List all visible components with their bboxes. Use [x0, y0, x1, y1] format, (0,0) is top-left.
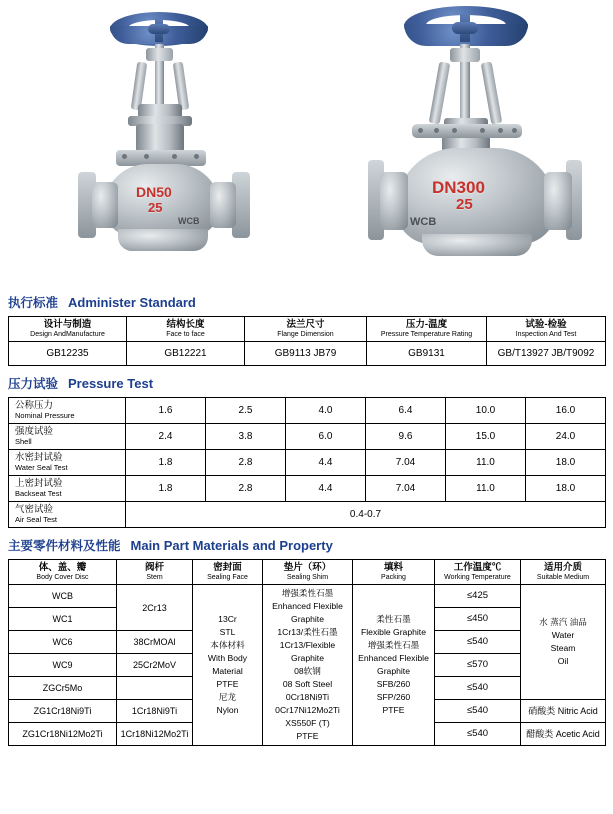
- medium-en: Steam: [550, 643, 576, 653]
- sealing-shim-line: PTFE: [296, 731, 319, 741]
- table-row: [9, 342, 606, 366]
- cell: 4.4: [286, 476, 366, 502]
- administer-standard-table: [8, 316, 606, 366]
- header-en: Suitable Medium: [536, 574, 590, 581]
- marking-dn: DN300: [432, 178, 485, 197]
- medium-en: Water: [551, 630, 575, 640]
- body-material: WC9: [9, 654, 117, 677]
- header-cell: [521, 560, 606, 585]
- header-en: Sealing Face: [207, 574, 248, 581]
- header-cell: [9, 560, 117, 585]
- row-label-cn: 上密封试验: [15, 478, 63, 489]
- sealing-shim-cell: [263, 585, 353, 746]
- header-cn: 密封面: [213, 562, 242, 573]
- table-row: [9, 585, 606, 608]
- bonnet-bolt: [452, 128, 457, 133]
- bonnet-bolt: [122, 154, 127, 159]
- row-label: [9, 398, 126, 424]
- standard-value: GB12235: [9, 342, 127, 366]
- marking-dn: DN50: [136, 184, 172, 200]
- medium-en: Oil: [557, 656, 569, 666]
- sealing-face-line: Nylon: [216, 705, 239, 715]
- header-cn: 阀杆: [144, 562, 164, 573]
- globe-valve-dn50-photo: [60, 4, 280, 272]
- body-material: ZG1Cr18Ni9Ti: [9, 700, 117, 723]
- cell: 1.8: [126, 450, 206, 476]
- standard-value: GB9113 JB79: [245, 342, 367, 366]
- cell: 2.4: [126, 424, 206, 450]
- cell: 18.0: [526, 450, 606, 476]
- packing-line: SFP/260: [376, 692, 411, 702]
- header-en: Body Cover Disc: [36, 574, 89, 581]
- header-en: Stem: [146, 574, 163, 581]
- sealing-face-line: 本体材料: [210, 640, 245, 650]
- sealing-shim-line: 08 Soft Steel: [282, 679, 333, 689]
- header-cn: 试验-检验: [525, 319, 567, 330]
- header-en: Sealing Shim: [286, 574, 329, 581]
- stem-nut: [146, 48, 173, 61]
- medium-cell: [521, 585, 606, 700]
- pipe-neck-right: [210, 182, 236, 228]
- sealing-shim-line: 1Cr13/Flexible: [279, 640, 336, 650]
- table-header-row: [9, 560, 606, 585]
- header-cell: [117, 560, 193, 585]
- packing-cell: [353, 585, 435, 746]
- bonnet-bolt: [144, 154, 149, 159]
- header-en: Design AndManufacture: [30, 331, 105, 338]
- row-label-en: Backseat Test: [15, 489, 62, 498]
- cell: 9.6: [366, 424, 446, 450]
- sealing-shim-line: 1Cr13/柔性石墨: [277, 627, 338, 637]
- standard-value: GB/T13927 JB/T9092: [487, 342, 606, 366]
- table-row: [9, 424, 606, 450]
- header-cell: [353, 560, 435, 585]
- cell: 16.0: [526, 398, 606, 424]
- stem-material: 25Cr2MoV: [117, 654, 193, 677]
- heading-en: Administer Standard: [68, 295, 196, 310]
- header-cn: 结构长度: [166, 319, 205, 330]
- bonnet-bolt: [194, 154, 199, 159]
- cell: 1.6: [126, 398, 206, 424]
- working-temperature: ≤570: [435, 654, 521, 677]
- medium-cell: 硝酸类 Nitric Acid: [521, 700, 606, 723]
- header-cell: [9, 317, 127, 342]
- row-label-cn: 强度试验: [15, 426, 54, 437]
- packing-line: 增强柔性石墨: [367, 640, 420, 650]
- bonnet-bolt: [498, 128, 503, 133]
- header-cell: [487, 317, 606, 342]
- sealing-face-line: 尼龙: [218, 692, 237, 702]
- medium-cell: 醋酸类 Acetic Acid: [521, 723, 606, 746]
- cell: 4.0: [286, 398, 366, 424]
- working-temperature: ≤450: [435, 608, 521, 631]
- cell: 6.0: [286, 424, 366, 450]
- row-label-cn: 公称压力: [15, 400, 54, 411]
- row-label-en: Nominal Pressure: [15, 411, 75, 420]
- table-row: [9, 502, 606, 528]
- body-material: ZGCr5Mo: [9, 677, 117, 700]
- materials-table: [8, 559, 606, 746]
- sealing-shim-line: XS550F (T): [285, 718, 330, 728]
- header-cn: 垫片（环）: [283, 562, 332, 573]
- sealing-shim-line: Graphite: [291, 653, 324, 663]
- sealing-shim-line: Enhanced Flexible: [272, 601, 343, 611]
- cell: 6.4: [366, 398, 446, 424]
- sealing-face-line: PTFE: [216, 679, 239, 689]
- cell: 15.0: [446, 424, 526, 450]
- cell: 11.0: [446, 476, 526, 502]
- sealing-face-line: STL: [219, 627, 236, 637]
- stem-material: 1Cr18Ni9Ti: [117, 700, 193, 723]
- cell: 18.0: [526, 476, 606, 502]
- header-cell: [245, 317, 367, 342]
- header-cn: 压力-温度: [405, 319, 448, 330]
- table-header-row: [9, 317, 606, 342]
- heading-cn: 执行标准: [8, 296, 59, 310]
- cell: 3.8: [206, 424, 286, 450]
- cell: 2.8: [206, 450, 286, 476]
- cell: 24.0: [526, 424, 606, 450]
- sealing-face-line: 13Cr: [218, 614, 237, 624]
- bonnet-bolt: [512, 128, 517, 133]
- materials-heading: [0, 536, 613, 554]
- row-label-en: Water Seal Test: [15, 463, 68, 472]
- product-photos: [0, 0, 613, 285]
- bonnet-bolt: [172, 154, 177, 159]
- row-label-en: Air Seal Test: [15, 515, 57, 524]
- header-en: Inspection And Test: [515, 331, 577, 338]
- header-cell: [435, 560, 521, 585]
- sealing-shim-line: 0Cr18Ni9Ti: [285, 692, 330, 702]
- packing-line: Enhanced Flexible: [358, 653, 429, 663]
- header-cn: 设计与制造: [43, 319, 92, 330]
- packing-line: Graphite: [377, 666, 410, 676]
- working-temperature: ≤540: [435, 723, 521, 746]
- sealing-face-line: With Body: [207, 653, 248, 663]
- valve-base: [118, 229, 208, 251]
- heading-en: Main Part Materials and Property: [130, 538, 333, 553]
- row-label-cn: 气密试验: [15, 504, 54, 515]
- sealing-shim-line: 08软钢: [294, 666, 321, 676]
- heading-cn: 主要零件材料及性能: [8, 539, 121, 553]
- body-material: WC6: [9, 631, 117, 654]
- row-label: [9, 476, 126, 502]
- cell: 2.5: [206, 398, 286, 424]
- working-temperature: ≤540: [435, 677, 521, 700]
- header-en: Face to face: [166, 331, 205, 338]
- pressure-test-table: [8, 397, 606, 528]
- sealing-face-line: Material: [212, 666, 243, 676]
- heading-cn: 压力试验: [8, 377, 59, 391]
- handwheel-hub: [452, 22, 478, 34]
- table-row: [9, 398, 606, 424]
- stem-nut: [450, 48, 480, 62]
- table-row: [9, 476, 606, 502]
- marking-pn: 25: [456, 196, 473, 213]
- packing-line: 柔性石墨: [376, 614, 411, 624]
- cell: 1.8: [126, 476, 206, 502]
- packing-line: Flexible Graphite: [361, 627, 426, 637]
- cell: 2.8: [206, 476, 286, 502]
- header-en: Working Temperature: [444, 574, 511, 581]
- header-cell: [367, 317, 487, 342]
- valve-base: [422, 234, 532, 256]
- header-cn: 法兰尺寸: [286, 319, 325, 330]
- header-en: Pressure Temperature Rating: [380, 331, 473, 338]
- cell: 11.0: [446, 450, 526, 476]
- pipe-neck-left: [92, 182, 118, 228]
- body-material: ZG1Cr18Ni12Mo2Ti: [9, 723, 117, 746]
- yoke-arm-right: [481, 62, 503, 125]
- bonnet-bolt: [434, 128, 439, 133]
- stem-material: 2Cr13: [117, 585, 193, 631]
- row-label-en: Shell: [15, 437, 32, 446]
- marking-pn: 25: [148, 200, 163, 215]
- air-seal-value: 0.4-0.7: [126, 502, 606, 528]
- body-material: WCB: [9, 585, 117, 608]
- sealing-face-cell: [193, 585, 263, 746]
- marking-body: WCB: [410, 216, 437, 228]
- row-label: [9, 424, 126, 450]
- table-row: [9, 450, 606, 476]
- working-temperature: ≤425: [435, 585, 521, 608]
- bonnet-flange: [412, 124, 522, 138]
- body-material: WC1: [9, 608, 117, 631]
- pressure-test-heading: [0, 374, 613, 392]
- header-cell: [127, 317, 245, 342]
- administer-standard-heading: [0, 293, 613, 311]
- heading-en: Pressure Test: [68, 376, 154, 391]
- stem-material: 1Cr18Ni12Mo2Ti: [117, 723, 193, 746]
- standard-value: GB9131: [367, 342, 487, 366]
- header-cn: 工作温度℃: [453, 562, 502, 573]
- row-label-cn: 水密封试验: [15, 452, 63, 463]
- working-temperature: ≤540: [435, 700, 521, 723]
- header-en: Packing: [381, 574, 406, 581]
- header-cn: 体、盖、瓣: [38, 562, 87, 573]
- header-en: Flange Dimension: [277, 331, 334, 338]
- bonnet: [136, 124, 184, 152]
- cell: 7.04: [366, 450, 446, 476]
- row-label: [9, 450, 126, 476]
- pipe-neck-right: [544, 172, 572, 230]
- header-cell: [263, 560, 353, 585]
- row-label: [9, 502, 126, 528]
- cell: 7.04: [366, 476, 446, 502]
- sealing-shim-line: Graphite: [291, 614, 324, 624]
- stem-material: 38CrMOAl: [117, 631, 193, 654]
- pipe-neck-left: [380, 172, 408, 230]
- cell: 4.4: [286, 450, 366, 476]
- marking-body: WCB: [178, 216, 200, 226]
- working-temperature: ≤540: [435, 631, 521, 654]
- bonnet-bolt: [418, 128, 423, 133]
- header-cn: 适用介质: [543, 562, 582, 573]
- yoke-arm-left: [429, 62, 451, 125]
- packing-line: PTFE: [382, 705, 405, 715]
- header-cn: 填料: [383, 562, 403, 573]
- medium-cn: 水 蒸汽 油品: [539, 617, 587, 627]
- standard-value: GB12221: [127, 342, 245, 366]
- globe-valve-dn300-photo: [360, 0, 610, 280]
- handwheel-hub: [148, 24, 170, 34]
- cell: 10.0: [446, 398, 526, 424]
- packing-line: SFB/260: [376, 679, 411, 689]
- sealing-shim-line: 增强柔性石墨: [281, 588, 334, 598]
- sealing-shim-line: 0Cr17Ni12Mo2Ti: [275, 705, 340, 715]
- stem-material: [117, 677, 193, 700]
- header-cell: [193, 560, 263, 585]
- bonnet-bolt: [480, 128, 485, 133]
